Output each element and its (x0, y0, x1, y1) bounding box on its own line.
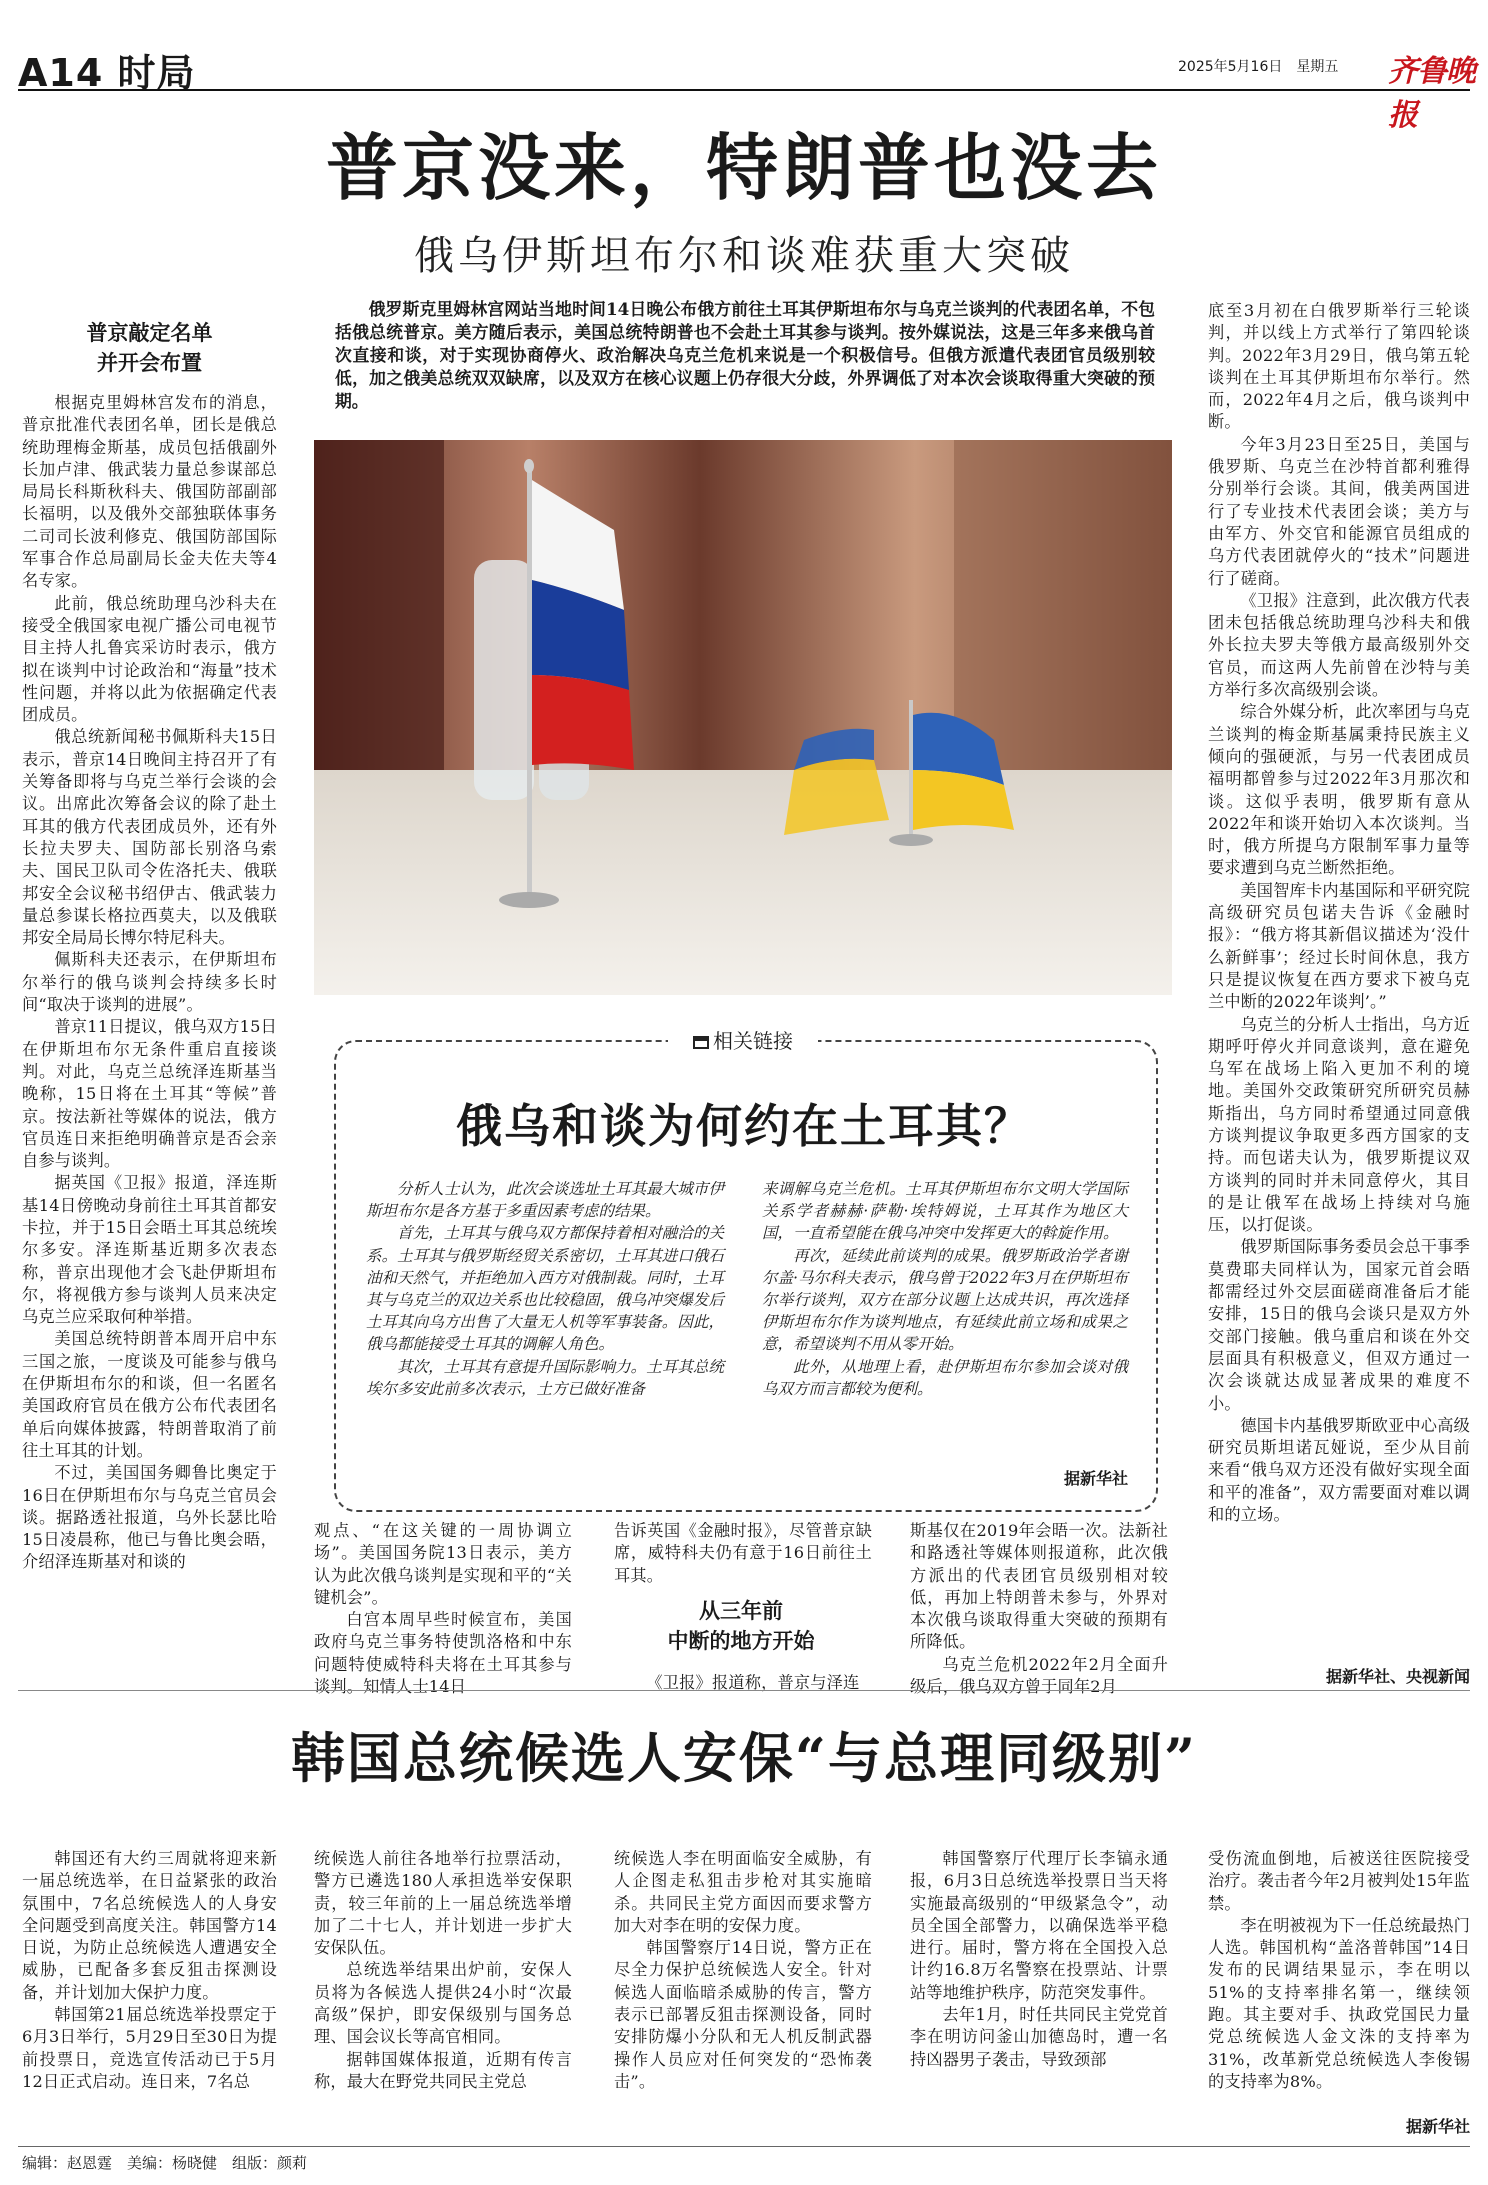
paragraph: 韩国警察厅14日说，警方正在尽全力保护总统候选人安全。针对候选人面临暗杀威胁的传言，警方表示已部署反狙击探测设备，同时安排防爆小分队和无人机反制武器操作人员应对任何突发的“恐怖袭击”。 (614, 1938, 872, 2091)
byline: 据新华社 (1405, 2117, 1470, 2136)
article-column-2 (314, 1520, 572, 1697)
paragraph: 韩国警察厅代理厅长李镐永通报，6月3日总统选举投票日当天将实施最高级别的“甲级紧急令”，动员全国全部警力，以确保选举平稳进行。届时，警方将在全国投入总计约16.8万名警察在投票站、计票站等地维护秩序，防范突发事件。 (910, 1849, 1168, 2002)
editor-credits: 编辑：赵恩霆 美编：杨晓健 组版：颜莉 (22, 2154, 308, 2172)
article-subtitle: 俄乌伊斯坦布尔和谈难获重大突破 (414, 233, 1074, 279)
flags-photo-image (314, 440, 1172, 995)
section-heading (622, 1596, 860, 1656)
article2-column-2 (314, 1848, 572, 2133)
paragraph: 斯基仅在2019年会晤一次。法新社和路透社等媒体则报道称，此次俄方派出的代表团官员级别相对较低，再加上特朗普未参与，外界对本次俄乌谈取得重大突破的预期有所降低。 (910, 1521, 1168, 1652)
related-column-left (366, 1178, 724, 1488)
paragraph: 统候选人李在明面临安全威胁，有人企图走私狙击步枪对其实施暗杀。共同民主党方面因而要求警方加大对李在明的安保力度。 (614, 1849, 872, 1935)
byline: 据新华社、央视新闻 (1325, 1667, 1470, 1686)
window-icon (693, 1036, 709, 1049)
byline: 据新华社 (1063, 1469, 1128, 1488)
section-heading-line-2: 中断的地方开始 (667, 1628, 815, 1653)
paragraph: 首先，土耳其与俄乌双方都保持着相对融洽的关系。土耳其与俄罗斯经贸关系密切，土耳其进口俄石油和天然气，并拒绝加入西方对俄制裁。同时，土耳其与乌克兰的双边关系也比较稳固，俄乌冲突爆发后土耳其向乌方出售了大量无人机等军事装备。因此，俄乌都能接受土耳其的调解人角色。 (366, 1224, 724, 1354)
paragraph: 告诉英国《金融时报》，尽管普京缺席，威特科夫仍有意于16日前往土耳其。 (614, 1521, 872, 1585)
article2-column-5 (1208, 1848, 1470, 2110)
related-column-right (762, 1178, 1128, 1464)
paragraph: 今年3月23日至25日，美国与俄罗斯、乌克兰在沙特首都利雅得分别举行会谈。其间，俄美两国进行了专业技术代表团会谈；美方与由军方、外交官和能源官员组成的乌方代表团就停火的“技术”问题进行了磋商。 (1208, 434, 1470, 588)
paragraph: 乌克兰的分析人士指出，乌方近期呼吁停火并同意谈判，意在避免乌军在战场上陷入更加不利的境地。美国外交政策研究所研究员赫斯指出，乌方同时希望通过同意俄方谈判提议争取更多西方国家的支持。而包诺夫认为，俄罗斯提议双方谈判的同时并未同意停火，其目的是让俄军在战场上持续对乌施压，以打促谈。 (1208, 1014, 1470, 1235)
related-link-title: 俄乌和谈为何约在土耳其？ (456, 1099, 1032, 1153)
related-link-label-text: 相关链接 (713, 1029, 793, 1053)
paragraph: 不过，美国国务卿鲁比奥定于16日在伊斯坦布尔与乌克兰官员会谈。据路透社报道，乌外长瑟比哈15日凌晨称，他已与鲁比奥会晤，介绍泽连斯基对和谈的 (22, 1463, 277, 1572)
paragraph: 《卫报》注意到，此次俄方代表团未包括俄总统助理乌沙科夫和俄外长拉夫罗夫等俄方最高级别外交官员，而这两人先前曾在沙特与美方举行多次高级别会谈。 (1208, 590, 1470, 700)
paragraph: 总统选举结果出炉前，安保人员将为各候选人提供24小时“次最高级”保护，即安保级别与国务总理、国会议长等高官相同。 (314, 1960, 572, 2047)
paragraph: 综合外媒分析，此次率团与乌克兰谈判的梅金斯基属秉持民族主义倾向的强硬派，与另一代表团成员福明都曾参与过2022年3月那次和谈。这似乎表明，俄罗斯有意从2022年和谈开始切入本次谈判。当时，俄方所提乌方限制军事力量等要求遭到乌克兰断然拒绝。 (1208, 702, 1470, 878)
paragraph: 德国卡内基俄罗斯欧亚中心高级研究员斯坦诺瓦娅说，至少从目前来看“俄乌双方还没有做好实现全面和平的准备”，双方需要面对难以调和的立场。 (1208, 1415, 1470, 1525)
section-heading-line-1: 普京敲定名单 (86, 320, 213, 345)
header-rule (18, 89, 1470, 91)
article-lead: 俄罗斯克里姆林宫网站当地时间14日晚公布俄方前往土耳其伊斯坦布尔与乌克兰谈判的代表团名单，不包括俄总统普京。美方随后表示，美国总统特朗普也不会赴土耳其参与谈判。按外媒说法，这是三年多来俄乌首次直接和谈，对于实现协商停火、政治解决乌克兰危机来说是一个积极信号。但俄方派遣代表团官员级别较低，加之俄美总统双双缺席，以及双方在核心议题上仍存很大分歧，外界调低了对本次会谈取得重大突破的预期。 (335, 299, 1155, 411)
article2-column-3 (614, 1848, 872, 2133)
section-heading (22, 318, 277, 378)
paragraph: 乌克兰危机2022年2月全面升级后，俄乌双方曾于同年2月 (910, 1654, 1168, 1697)
article-column-3b (614, 1672, 872, 1696)
flags-photo (314, 440, 1172, 995)
paragraph: 底至3月初在白俄罗斯举行三轮谈判，并以线上方式举行了第四轮谈判。2022年3月29日，俄乌第五轮谈判在土耳其伊斯坦布尔举行。然而，2022年4月之后，俄乌谈判中断。 (1208, 301, 1470, 432)
paragraph: 《卫报》报道称，普京与泽连 (646, 1673, 860, 1692)
paragraph: 美国总统特朗普本周开启中东三国之旅，一度谈及可能参与俄乌在伊斯坦布尔的和谈，但一名匿名美国政府官员在俄方公布代表团名单后向媒体披露，特朗普取消了前往土耳其的计划。 (22, 1329, 277, 1460)
newspaper-logo: 齐鲁晚报 (1388, 54, 1475, 133)
paragraph: 此前，俄总统助理乌沙科夫在接受全俄国家电视广播公司电视节目主持人扎鲁宾采访时表示，俄方拟在谈判中讨论政治和“海量”技术性问题，并将以此为依据确定代表团成员。 (22, 593, 277, 725)
section-divider (18, 1690, 1470, 1691)
paragraph: 据韩国媒体报道，近期有传言称，最大在野党共同民主党总 (314, 2049, 572, 2091)
paragraph: 去年1月，时任共同民主党党首李在明访问釜山加德岛时，遭一名持凶器男子袭击，导致颈部 (910, 2005, 1168, 2069)
paragraph: 俄罗斯国际事务委员会总干事季莫费耶夫同样认为，国家元首会晤都需经过外交层面磋商准备后才能安排，15日的俄乌会谈只是双方外交部门接触。俄乌重启和谈在外交层面具有积极意义，但双方通过一次会谈就达成显著成果的难度不小。 (1208, 1237, 1470, 1413)
paragraph: 李在明被视为下一任总统最热门人选。韩国机构“盖洛普韩国”14日发布的民调结果显示，李在明以51%的支持率排名第一，继续领跑。其主要对手、执政党国民力量党总统候选人金文洙的支持率为31%，改革新党总统候选人李俊锡的支持率为8%。 (1208, 1915, 1470, 2091)
paragraph: 据英国《卫报》报道，泽连斯基14日傍晚动身前往土耳其首都安卡拉，并于15日会晤土耳其总统埃尔多安。泽连斯基近期多次表态称，普京出现他才会飞赴伊斯坦布尔，将视俄方参与谈判人员来决定乌克兰应采取何种举措。 (22, 1173, 277, 1327)
paragraph: 俄总统新闻秘书佩斯科夫15日表示，普京14日晚间主持召开了有关筹备即将与乌克兰举行会谈的会议。出席此次筹备会议的除了赴土耳其的俄方代表团成员外，还有外长拉夫罗夫、国防部长别洛乌索夫、国民卫队司令佐洛托夫、俄联邦安全会议秘书绍伊古、俄武装力量总参谋长格拉西莫夫，以及俄联邦安全局局长博尔特尼科夫。 (22, 727, 277, 948)
paragraph: 再次，延续此前谈判的成果。俄罗斯政治学者谢尔盖·马尔科夫表示，俄乌曾于2022年3月在伊斯坦布尔举行谈判，双方在部分议题上达成共识，再次选择伊斯坦布尔作为谈判地点，有延续此前立场和成果之意，希望谈判不用从零开始。 (762, 1246, 1128, 1354)
paragraph: 普京11日提议，俄乌双方15日在伊斯坦布尔无条件重启直接谈判。对此，乌克兰总统泽连斯基当晚称，15日将在土耳其“等候”普京。按法新社等媒体的说法，俄方官员连日来拒绝明确普京是否会亲自参与谈判。 (22, 1017, 277, 1171)
paragraph: 此外，从地理上看，赴伊斯坦布尔参加会谈对俄乌双方而言都较为便利。 (762, 1357, 1128, 1398)
paragraph: 佩斯科夫还表示，在伊斯坦布尔举行的俄乌谈判会持续多长时间“取决于谈判的进展”。 (22, 950, 277, 1015)
paragraph: 白宫本周早些时候宣布，美国政府乌克兰事务特使凯洛格和中东问题特使威特科夫将在土耳其参与谈判。知情人士14日 (314, 1610, 572, 1697)
paragraph: 观点、“在这关键的一周协调立场”。美国国务院13日表示，美方认为此次俄乌谈判是实现和平的“关键机会”。 (314, 1521, 572, 1607)
section-heading-line-1: 从三年前 (699, 1598, 783, 1623)
article-title: 韩国总统候选人安保“与总理同级别” (290, 1726, 1198, 1790)
page-number: A14 时局 (18, 51, 196, 95)
paragraph: 统候选人前往各地举行拉票活动，警方已遴选180人承担选举安保职责，较三年前的上一届总统选举增加了二十七人，并计划进一步扩大安保队伍。 (314, 1849, 572, 1958)
paragraph: 受伤流血倒地，后被送往医院接受治疗。袭击者今年2月被判处15年监禁。 (1208, 1849, 1470, 1913)
paragraph: 美国智库卡内基国际和平研究院高级研究员包诺夫告诉《金融时报》：“俄方将其新倡议描述为‘没什么新鲜事’；经过长时间休息，我方只是提议恢复在西方要求下被乌克兰中断的2022年谈判’。” (1208, 880, 1470, 1012)
related-link-label (668, 1028, 818, 1054)
section-heading-line-2: 并开会布置 (97, 350, 202, 375)
article-title: 普京没来，特朗普也没去 (325, 125, 1162, 210)
paragraph: 韩国还有大约三周就将迎来新一届总统选举，在日益紧张的政治氛围中，7名总统候选人的人身安全问题受到高度关注。韩国警方14日说，为防止总统候选人遭遇安全威胁，已配备多套反狙击探测设备，并计划加大保护力度。 (22, 1849, 277, 2002)
issue-date: 2025年5月16日 星期五 (1178, 59, 1339, 75)
article2-column-1 (22, 1848, 277, 2133)
paragraph: 其次，土耳其有意提升国际影响力。土耳其总统埃尔多安此前多次表示，土方已做好准备 (366, 1357, 724, 1398)
article-column-3 (614, 1520, 872, 1595)
paragraph: 分析人士认为，此次会谈选址土耳其最大城市伊斯坦布尔是各方基于多重因素考虑的结果。 (366, 1180, 724, 1221)
paragraph: 韩国第21届总统选举投票定于6月3日举行，5月29日至30日为提前投票日，竞选宣传活动已于5月12日正式启动。连日来，7名总 (22, 2005, 277, 2091)
footer-rule (18, 2146, 1470, 2147)
article2-column-4 (910, 1848, 1168, 2133)
paragraph: 根据克里姆林宫发布的消息，普京批准代表团名单，团长是俄总统助理梅金斯基，成员包括俄副外长加卢津、俄武装力量总参谋部总局局长科斯秋科夫、俄国防部副部长福明，以及俄外交部独联体事务二司司长波利修克、俄国防部国际军事合作总局副局长金夫佐夫等4名专家。 (22, 393, 277, 591)
paragraph: 来调解乌克兰危机。土耳其伊斯坦布尔文明大学国际关系学者赫赫·萨勒·埃特姆说，土耳其作为地区大国，一直希望能在俄乌冲突中发挥更大的斡旋作用。 (762, 1180, 1128, 1243)
article-column-1 (22, 392, 277, 1580)
article-column-4 (910, 1520, 1168, 1697)
article-column-5 (1208, 300, 1470, 1660)
